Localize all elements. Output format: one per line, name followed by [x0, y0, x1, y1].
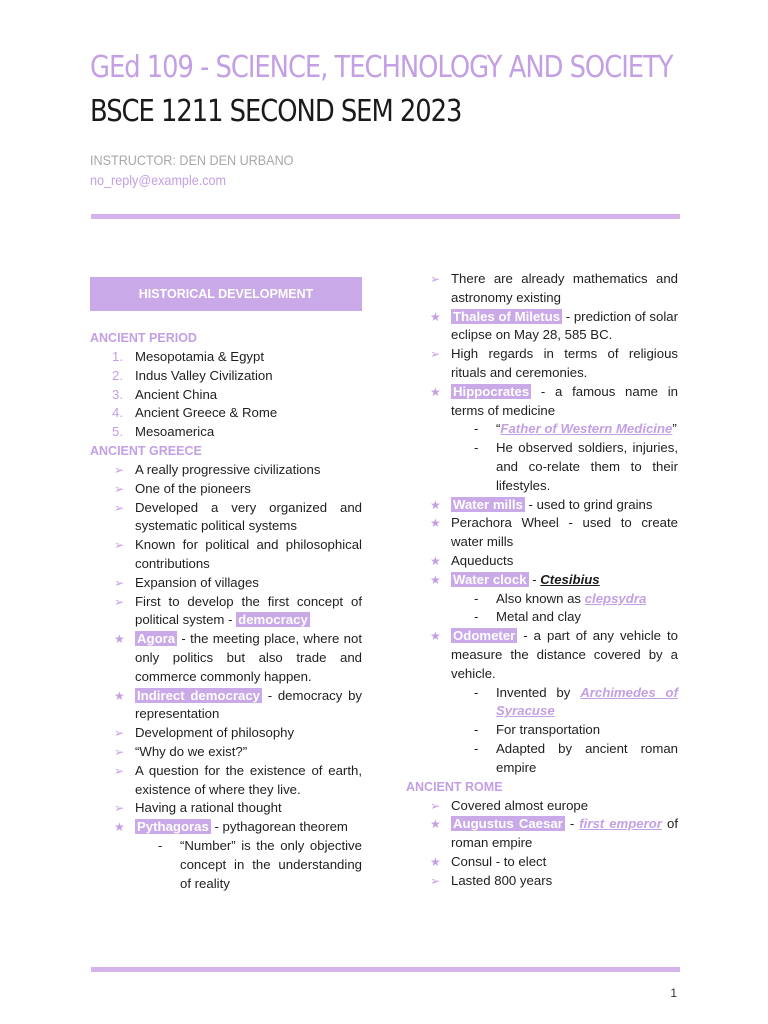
list-item [90, 386, 362, 405]
arrow-bullet-icon: ➢ [114, 801, 125, 816]
archimedes-link[interactable]: Archimedes of Syracuse [496, 684, 678, 719]
right-column [406, 270, 678, 891]
highlighted-term: Thales of Miletus [453, 308, 561, 324]
list-item-text: - prediction of solar eclipse on May 28, 585 BC. [451, 308, 679, 343]
list-item-text: - a famous name in terms of medicine [451, 383, 678, 418]
email-address: no_reply@example.com [90, 172, 227, 188]
list-item-text: For transportation [496, 722, 601, 738]
list-item-text: A really progressive civilizations [135, 461, 321, 477]
list-item-text: Indus Valley Civilization [135, 367, 273, 383]
list-number: 5. [112, 424, 123, 440]
list-item [406, 552, 678, 571]
arrow-bullet-icon: ➢ [114, 594, 125, 609]
list-item-text: Perachora Wheel - used to create water mills [451, 515, 678, 550]
list-item [90, 536, 362, 574]
list-item-text: “Number” is the only objective concept in the understanding of reality [180, 837, 362, 891]
list-item [406, 797, 678, 816]
list-item-text: A question for the existence of earth, existence of where they live. [135, 762, 362, 797]
list-item-text: Having a rational thought [135, 800, 282, 816]
highlighted-term: Water mills [453, 496, 523, 512]
list-item-text: Invented by [496, 684, 581, 700]
list-item-text: Mesoamerica [135, 424, 215, 440]
list-item [90, 499, 362, 537]
arrow-bullet-icon: ➢ [114, 538, 125, 553]
list-item [90, 687, 362, 725]
greece-continued-list [406, 270, 678, 778]
arrow-bullet-icon: ➢ [430, 798, 441, 813]
separator-dash: - [528, 571, 541, 587]
star-bullet-icon: ★ [114, 688, 125, 703]
list-item [90, 574, 362, 593]
ancient-period-list [90, 348, 362, 442]
quote-mark: ” [672, 421, 677, 437]
highlighted-term: Agora [137, 631, 176, 647]
list-item [406, 496, 678, 515]
dash-bullet-icon: - [474, 440, 479, 456]
heading-ancient-rome: ANCIENT ROME [406, 779, 503, 794]
heading-ancient-period: ANCIENT PERIOD [90, 331, 197, 345]
sub-list-item [406, 721, 678, 740]
list-item-text: One of the pioneers [135, 480, 251, 496]
arrow-bullet-icon: ➢ [114, 500, 125, 515]
top-divider [91, 214, 680, 219]
dash-bullet-icon: - [474, 590, 479, 606]
first-emperor-link[interactable]: first emperor [579, 816, 662, 832]
list-item-text: “Why do we exist?” [135, 743, 248, 759]
sub-list-item [406, 439, 678, 495]
list-item [90, 423, 362, 442]
list-item-text: Known for political and philosophical contributions [135, 537, 362, 571]
list-item [406, 270, 678, 308]
list-item-text: First to develop the first concept of political system - [135, 593, 362, 628]
arrow-bullet-icon: ➢ [114, 744, 125, 759]
list-item-text: There are already mathematics and astronomy existing [451, 271, 678, 305]
ctesibius-name: Ctesibius [540, 571, 600, 587]
star-bullet-icon: ★ [430, 309, 441, 324]
dash-bullet-icon: - [474, 722, 479, 738]
page-number: 1 [670, 986, 677, 1000]
list-item [406, 571, 678, 590]
list-item [406, 514, 678, 552]
list-item-text: - the meeting place, where not only politics but also trade and commerce commonly happen. [135, 631, 362, 684]
star-bullet-icon: ★ [430, 817, 441, 832]
list-item-text: He observed soldiers, injuries, and co-relate them to their lifestyles. [496, 440, 678, 493]
list-item-text: Expansion of villages [135, 574, 259, 590]
highlighted-term: Hippocrates [453, 383, 530, 399]
list-item-text: Metal and clay [496, 609, 582, 625]
list-item-text: - democracy by representation [135, 687, 362, 722]
heading-ancient-greece: ANCIENT GREECE [90, 443, 202, 458]
list-item-text: Ancient Greece & Rome [135, 405, 278, 421]
highlighted-term: Water clock [453, 571, 527, 587]
highlighted-term: Pythagoras [137, 819, 209, 835]
ancient-greece-list [90, 461, 362, 893]
dash-bullet-icon: - [474, 740, 479, 756]
list-number: 4. [112, 405, 123, 421]
list-item-text: Covered almost europe [451, 797, 589, 813]
arrow-bullet-icon: ➢ [430, 347, 441, 362]
list-item [406, 627, 678, 683]
sub-list-item [406, 684, 678, 722]
list-item [406, 815, 678, 853]
star-bullet-icon: ★ [114, 632, 125, 647]
list-item [90, 404, 362, 423]
star-bullet-icon: ★ [430, 629, 441, 644]
list-item [90, 593, 362, 631]
list-item-text: - used to grind grains [524, 496, 653, 512]
instructor-line: INSTRUCTOR: DEN DEN URBANO [90, 152, 294, 168]
arrow-bullet-icon: ➢ [114, 481, 125, 496]
arrow-bullet-icon: ➢ [430, 873, 441, 888]
sub-list-item [406, 740, 678, 778]
clepsydra-link[interactable]: clepsydra [584, 590, 647, 606]
section-title: HISTORICAL DEVELOPMENT [90, 277, 362, 311]
list-item-text: Consul - to elect [451, 853, 547, 869]
list-item-text: Developed a very organized and systematic political systems [135, 499, 362, 534]
list-item [406, 383, 678, 421]
list-item-text: High regards in terms of religious rituals and ceremonies. [451, 346, 678, 380]
list-item-text: - pythagorean theorem [210, 819, 348, 835]
dash-bullet-icon: - [474, 421, 479, 437]
star-bullet-icon: ★ [430, 384, 441, 399]
separator-dash: - [564, 816, 580, 832]
star-bullet-icon: ★ [430, 553, 441, 568]
highlighted-term: Odometer [453, 628, 516, 644]
list-item-text: Development of philosophy [135, 725, 295, 741]
list-item [90, 799, 362, 818]
list-number: 1. [112, 349, 123, 364]
list-item [406, 345, 678, 383]
list-item-text: Aqueducts [451, 552, 514, 568]
sub-list-item [406, 590, 678, 609]
list-item [406, 872, 678, 891]
list-item-text: Mesopotamia & Egypt [135, 349, 265, 364]
list-item [90, 743, 362, 762]
sub-list-item [406, 420, 678, 439]
star-bullet-icon: ★ [430, 854, 441, 869]
sub-list-item [90, 837, 362, 893]
star-bullet-icon: ★ [430, 497, 441, 512]
highlighted-term: Indirect democracy [137, 687, 260, 703]
list-item [90, 461, 362, 480]
list-number: 2. [112, 367, 123, 383]
list-item [90, 818, 362, 837]
arrow-bullet-icon: ➢ [114, 575, 125, 590]
list-item [90, 480, 362, 499]
star-bullet-icon: ★ [430, 516, 441, 531]
bottom-divider [91, 967, 680, 972]
star-bullet-icon: ★ [430, 572, 441, 587]
list-item [90, 724, 362, 743]
list-item-text: Also known as [496, 590, 585, 606]
arrow-bullet-icon: ➢ [114, 726, 125, 741]
highlighted-term: Augustus Caesar [453, 816, 563, 832]
list-item [406, 308, 678, 346]
dash-bullet-icon: - [158, 837, 163, 853]
list-item-text: Adapted by ancient roman empire [496, 740, 678, 775]
class-subtitle: BSCE 1211 SECOND SEM 2023 [90, 94, 462, 129]
list-item-text: - a part of any vehicle to measure the distance covered by a vehicle. [451, 628, 678, 681]
ancient-rome-list [406, 797, 678, 891]
document-header [90, 48, 690, 190]
list-item [406, 853, 678, 872]
list-item [90, 630, 362, 686]
arrow-bullet-icon: ➢ [114, 462, 125, 477]
quote-mark: “ [496, 421, 501, 437]
dash-bullet-icon: - [474, 609, 479, 625]
father-of-medicine-link[interactable]: Father of Western Medicine [500, 421, 673, 437]
list-number: 3. [112, 386, 123, 402]
arrow-bullet-icon: ➢ [430, 272, 441, 286]
list-item [90, 367, 362, 386]
list-item [90, 762, 362, 800]
list-item-text: Lasted 800 years [451, 872, 553, 888]
list-item [90, 348, 362, 367]
arrow-bullet-icon: ➢ [114, 763, 125, 778]
list-item-text: Ancient China [135, 386, 218, 402]
course-title: GEd 109 - SCIENCE, TECHNOLOGY AND SOCIETY [90, 50, 673, 85]
left-column [90, 277, 362, 893]
highlighted-term: democracy [238, 612, 308, 628]
sub-list-item [406, 608, 678, 627]
dash-bullet-icon: - [474, 684, 479, 700]
list-item-text: of roman empire [451, 816, 678, 851]
star-bullet-icon: ★ [114, 820, 125, 835]
